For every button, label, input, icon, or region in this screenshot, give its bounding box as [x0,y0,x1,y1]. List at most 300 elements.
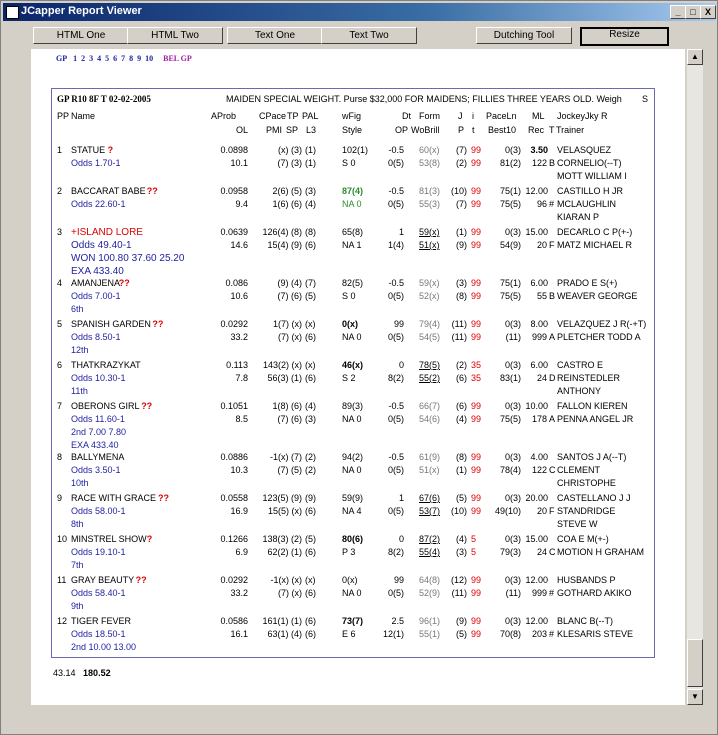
nav-race-link-7[interactable]: 7 [121,54,126,63]
wobrill-rank: (5) [456,629,467,639]
trainer-name: WEAVER GEORGE [557,291,638,301]
form-value: 96(1) [419,616,441,626]
odds-text: Odds 18.50-1 [71,629,126,639]
wobrill-value: 51(x) [419,240,440,250]
wobrill-value: 55(1) [419,629,441,639]
odds-text: Odds 10.30-1 [71,373,126,383]
best10-value: 78(4) [499,465,521,475]
col-style-header: Style [342,125,363,135]
text-one-button[interactable]: Text One [227,27,323,44]
wfig-value: 82(5) [342,278,364,288]
j-value: 99 [471,278,482,288]
title-bar[interactable] [3,3,715,21]
l3-value: (4) [305,199,316,209]
race-header: GP R10 8F T 02-02-2005 [57,94,151,104]
best10-value: 75(5) [499,291,521,301]
wfig-value: 65(8) [342,227,364,237]
form-value: 79(4) [419,319,441,329]
trainer-type: B [549,158,556,168]
cpace-tp-value: 1(7) (x) [273,319,302,329]
t-value: 99 [471,629,482,639]
jockey-name: SANTOS J A(--T) [557,452,627,462]
result-text: 7th [71,560,84,570]
horse-name[interactable]: SPANISH GARDEN [71,319,151,329]
cpace-tp-value: -1(x) (7) [270,452,302,462]
op-value: 0(5) [387,199,404,209]
ol-value: 9.4 [235,199,248,209]
pp-number: 9 [57,493,63,503]
odds-text: Odds 7.00-1 [71,291,121,301]
cpace-tp-value: 1(8) (6) [272,401,302,411]
nav-race-link-8[interactable]: 8 [129,54,134,63]
ol-value: 10.6 [230,291,248,301]
nav-race-link-9[interactable]: 9 [137,54,142,63]
t-value: 99 [471,291,482,301]
wobrill-rank: (10) [450,506,467,516]
wobrill-rank: (3) [456,547,467,557]
pmi-sp-value: (7) (x) [278,332,302,342]
rec-value: 999 [531,332,547,342]
nav-race-link-4[interactable]: 4 [97,54,102,63]
col-tp-header: TP [287,111,299,121]
cpace-tp-value: 123(5) (9) [262,493,302,503]
ol-value: 6.9 [235,547,248,557]
trainer-type: A [549,414,556,424]
cpace-tp-value: 126(4) (8) [262,227,302,237]
horse-name[interactable]: BALLYMENA [71,452,125,462]
style-value: NA 1 [342,240,362,250]
paceln-value: 0(3) [504,452,521,462]
pmi-sp-value: 15(4) (9) [267,240,302,250]
form-rank: (11) [451,319,467,329]
pal-value: (1) [305,145,316,155]
pp-number: 3 [57,227,63,237]
col-trainer-header: Trainer [556,125,585,135]
j-value: 99 [471,452,482,462]
race-conditions-tail: S [642,94,649,104]
best10-value: 54(9) [499,240,521,250]
trainer-type: D [549,373,556,383]
trainer-name: CORNELIO(--T) [557,158,622,168]
jockey-name: FALLON KIEREN [557,401,628,411]
rec-value: 122 [531,158,547,168]
result-text: EXA 433.40 [71,440,119,450]
form-value: 59(x) [419,278,440,288]
wfig-value: 59(9) [342,493,364,503]
trainer-name: MOTION H GRAHAM [557,547,644,557]
jockey-name: VELASQUEZ [557,145,612,155]
style-value: NA 0 [342,199,362,209]
nav-race-link-5[interactable]: 5 [105,54,110,63]
op-value: 0(5) [387,414,404,424]
style-value: NA 4 [342,506,362,516]
horse-name[interactable]: THATKRAZYKAT [71,360,141,370]
op-value: 0(5) [387,158,404,168]
pal-value: (2) [305,452,316,462]
j-value: 5 [471,534,477,544]
form-value: 64(8) [419,575,441,585]
wobrill-rank: (8) [456,291,467,301]
cpace-tp-value: (9) (4) [277,278,302,288]
pmi-sp-value: 15(5) (x) [267,506,302,516]
col-cpace-header: CPace [259,111,287,121]
dt-value: 0 [398,534,404,544]
pmi-sp-value: 1(6) (6) [272,199,302,209]
op-value: 8(2) [387,547,404,557]
style-value: S 2 [342,373,356,383]
horse-name[interactable]: GRAY BEAUTY [71,575,135,585]
question-mark-icon: ? [107,145,114,155]
col-pmi-header: PMI [266,125,283,135]
col-paceln-header: PaceLn [486,111,517,121]
horse-name[interactable]: +ISLAND LORE [71,227,143,238]
odds-text: Odds 3.50-1 [71,465,121,475]
col-sp-header: SP [286,125,299,135]
footer-right: 180.52 [83,668,111,678]
question-mark-icon: ?? [141,401,153,411]
question-mark-icon: ?? [118,278,130,288]
form-rank: (3) [456,278,467,288]
paceln-value: 75(1) [499,186,521,196]
wobrill-rank: (6) [456,373,467,383]
style-value: NA 0 [342,465,362,475]
ol-value: 33.2 [230,588,248,598]
race-conditions: MAIDEN SPECIAL WEIGHT. Purse $32,000 FOR MAIDENS; FILLIES THREE YEARS OLD. Weigh [226,94,622,104]
horse-name[interactable]: STATUE [71,145,106,155]
style-value: S 0 [342,158,356,168]
trainer-type: B [549,291,556,301]
resize-button[interactable]: Resize [580,27,669,46]
best10-value: 75(5) [499,199,521,209]
rec-value: 122 [531,465,547,475]
race-nav [56,54,196,63]
style-value: NA 0 [342,588,362,598]
scroll-down-button[interactable]: ▼ [687,689,703,705]
form-rank: (5) [456,493,467,503]
close-button[interactable]: X [700,5,716,19]
wobrill-value: 55(4) [419,547,441,557]
j-value: 99 [471,227,482,237]
form-value: 66(7) [419,401,441,411]
result-text: 2nd 7.00 7.80 [71,427,127,437]
trainer-type: # [549,629,555,639]
l3-value: (6) [305,506,316,516]
ml-value: 12.00 [525,616,548,626]
trainer-type: A [549,332,556,342]
pp-number: 4 [57,278,63,288]
ml-value: 12.00 [525,575,548,585]
ol-value: 10.3 [230,465,248,475]
paceln-value: 0(3) [504,616,521,626]
trainer-name: MATZ MICHAEL R [557,240,633,250]
ml-value: 10.00 [525,401,548,411]
trainer-type: # [549,199,555,209]
nav-race-link-10[interactable]: 10 [145,54,154,63]
horse-name[interactable]: BACCARAT BABE [71,186,146,196]
maximize-button[interactable]: □ [685,5,701,19]
col-op-header: OP [394,125,408,135]
ol-value: 14.6 [230,240,248,250]
odds-text: Odds 11.60-1 [71,414,125,424]
col-pp-header: PP [57,111,70,121]
form-rank: (2) [456,360,467,370]
form-rank: (9) [456,616,467,626]
col-jockey-header: JockeyJky R [557,111,608,121]
aprob-value: 0.1051 [220,401,248,411]
trainer-name: KLESARIS STEVE [557,629,634,639]
pp-number: 7 [57,401,63,411]
wobrill-rank: (11) [451,588,467,598]
col-pal-header: PAL [302,111,319,121]
style-value: NA 0 [342,332,362,342]
col-t-type-header: T [549,125,555,135]
op-value: 0(5) [387,465,404,475]
pp-number: 10 [57,534,68,544]
col-l3-header: L3 [306,125,317,135]
horse-name[interactable]: RACE WITH GRACE [71,493,157,503]
jockey-name: CASTILLO H JR [557,186,624,196]
j-value: 99 [471,401,482,411]
trainer-name: GOTHARD AKIKO [557,588,632,598]
trainer-name: PLETCHER TODD A [557,332,641,342]
pal-value: (x) [305,575,316,585]
trainer-name: REINSTEDLER [557,373,621,383]
form-value: 87(2) [419,534,441,544]
wobrill-value: 52(9) [419,588,441,598]
t-value: 5 [471,547,477,557]
rec-value: 55 [536,291,547,301]
col-rec-header: Rec [528,125,545,135]
result-text: 6th [71,304,84,314]
odds-text: Odds 1.70-1 [71,158,121,168]
pal-value: (6) [305,616,316,626]
ml-value: 20.00 [525,493,548,503]
wobrill-value: 54(5) [419,332,441,342]
trainer-name: CLEMENT [557,465,601,475]
op-value: 0(5) [387,506,404,516]
rec-value: 999 [531,588,547,598]
wfig-value: 0(x) [342,575,358,585]
nav-race-link-2[interactable]: 2 [81,54,86,63]
wfig-value: 89(3) [342,401,364,411]
trainer-name: STEVE W [557,519,598,529]
wobrill-value: 51(x) [419,465,440,475]
paceln-value: 0(3) [504,575,521,585]
odds-text: Odds 58.00-1 [71,506,126,516]
dt-value: 99 [393,575,404,585]
pal-value: (3) [305,186,316,196]
dt-value: 0 [398,360,404,370]
pmi-sp-value: (7) (x) [278,588,302,598]
form-value: 61(9) [419,452,441,462]
col-form-header: Form [419,111,440,121]
pal-value: (7) [305,278,316,288]
trainer-type: F [549,240,555,250]
wobrill-value: 54(6) [419,414,441,424]
ol-value: 10.1 [230,158,248,168]
t-value: 99 [471,240,482,250]
op-value: 0(5) [387,291,404,301]
j-value: 99 [471,319,482,329]
aprob-value: 0.0292 [220,319,248,329]
jockey-name: CASTELLANO J J [557,493,631,503]
question-mark-icon: ? [146,534,153,544]
best10-value: (11) [505,588,521,598]
aprob-value: 0.113 [226,360,248,370]
col-wobrill-header: WoBrill [411,125,440,135]
app-icon [6,6,19,19]
trainer-type: F [549,506,555,516]
trainer-name: CHRISTOPHE [557,478,616,488]
j-value: 99 [471,575,482,585]
best10-value: 81(2) [499,158,521,168]
pmi-sp-value: (7) (6) [277,414,302,424]
style-value: NA 0 [342,414,362,424]
paceln-value: 0(3) [504,534,521,544]
style-value: S 0 [342,291,356,301]
rec-value: 24 [536,547,547,557]
vertical-scrollbar[interactable] [687,49,703,705]
aprob-value: 0.0292 [220,575,248,585]
jockey-name: COA E M(+-) [557,534,609,544]
col-name-header: Name [71,111,96,121]
rec-value: 203 [531,629,547,639]
pmi-sp-value: (7) (5) [277,465,302,475]
col-t-header: t [472,125,475,135]
question-mark-icon: ?? [158,493,169,503]
pmi-sp-value: (7) (6) [277,291,302,301]
t-value: 99 [471,506,482,516]
pp-number: 8 [57,452,63,462]
html-two-button[interactable]: HTML Two [127,27,223,44]
horse-name[interactable]: MINSTREL SHOW [71,534,147,544]
j-value: 99 [471,186,482,196]
report-content [31,49,685,705]
wobrill-value: 53(7) [419,506,441,516]
paceln-value: 0(3) [504,145,521,155]
wobrill-rank: (4) [456,414,467,424]
ml-value: 4.00 [530,452,548,462]
paceln-value: 0(3) [504,319,521,329]
text-two-button[interactable]: Text Two [321,27,417,44]
horse-name[interactable]: AMANJENA [71,278,121,288]
result-text: 2nd 10.00 13.00 [71,642,137,652]
scroll-thumb[interactable] [687,639,703,687]
horse-name[interactable]: TIGER FEVER [71,616,132,626]
rec-value: 24 [536,373,547,383]
l3-value: (6) [305,629,316,639]
trainer-type: C [549,547,556,557]
t-value: 99 [471,588,482,598]
t-value: 99 [471,199,482,209]
nav-track-suffix[interactable]: BEL GP [163,54,192,63]
trainer-name: ANTHONY [557,386,602,396]
wobrill-rank: (2) [456,158,467,168]
jockey-name: BLANC B(--T) [557,616,613,626]
trainer-name: PENNA ANGEL JR [557,414,634,424]
wfig-value: 87(4) [342,186,364,196]
question-mark-icon: ?? [135,575,147,585]
question-mark-icon: ?? [152,319,164,329]
odds-text: Odds 8.50-1 [71,332,121,342]
t-value: 99 [471,332,482,342]
aprob-value: 0.0586 [220,616,248,626]
jockey-name: DECARLO C P(+-) [557,227,633,237]
nav-race-link-1[interactable]: 1 [73,54,78,63]
pp-number: 11 [57,575,67,585]
cpace-tp-value: 161(1) (1) [262,616,302,626]
t-value: 35 [471,373,482,383]
op-value: 0(5) [387,588,404,598]
wfig-value: 80(6) [342,534,364,544]
horse-name[interactable]: OBERONS GIRL [71,401,140,411]
ml-value: 6.00 [530,278,548,288]
j-value: 99 [471,145,482,155]
best10-value: 83(1) [499,373,521,383]
col-aprob-header: AProb [210,111,236,121]
ml-value: 8.00 [530,319,548,329]
form-value: 67(6) [419,493,441,503]
form-value: 60(x) [419,145,440,155]
best10-value: (11) [505,332,521,342]
form-value: 78(5) [419,360,441,370]
best10-value: 70(8) [499,629,521,639]
nav-race-link-6[interactable]: 6 [113,54,118,63]
t-value: 99 [471,414,482,424]
pal-value: (4) [305,401,316,411]
aprob-value: 0.0958 [220,186,248,196]
wobrill-rank: (7) [456,199,467,209]
scroll-up-button[interactable]: ▲ [687,49,703,65]
form-value: 81(3) [419,186,441,196]
dutching-tool-button[interactable]: Dutching Tool [476,27,572,44]
cpace-tp-value: -1(x) (x) [270,575,302,585]
minimize-button[interactable]: _ [670,5,686,19]
wobrill-rank: (1) [456,465,467,475]
report-footer [53,668,111,678]
pp-number: 2 [57,186,63,196]
paceln-value: 0(3) [504,401,521,411]
dt-value: -0.5 [388,452,404,462]
window-title: JCapper Report Viewer [21,5,142,17]
html-one-button[interactable]: HTML One [33,27,129,44]
op-value: 8(2) [387,373,404,383]
odds-text: Odds 49.40-1 [71,240,132,251]
result-text: EXA 433.40 [71,266,124,277]
pmi-sp-value: 56(3) (1) [267,373,302,383]
dt-value: 99 [393,319,404,329]
l3-value: (6) [305,240,316,250]
pp-number: 12 [57,616,68,626]
l3-value: (1) [305,158,316,168]
wobrill-value: 55(2) [419,373,441,383]
wfig-value: 73(7) [342,616,364,626]
aprob-value: 0.086 [225,278,248,288]
dt-value: 1 [398,493,404,503]
op-value: 1(4) [387,240,404,250]
pmi-sp-value: (7) (3) [277,158,302,168]
col-j-header: J [458,111,463,121]
dt-value: 1 [398,227,404,237]
wobrill-value: 52(x) [419,291,440,301]
pmi-sp-value: 63(1) (4) [267,629,302,639]
nav-race-link-3[interactable]: 3 [89,54,94,63]
wobrill-rank: (9) [456,240,467,250]
style-value: P 3 [342,547,356,557]
l3-value: (2) [305,465,316,475]
result-text: 10th [71,478,89,488]
result-text: 12th [71,345,89,355]
